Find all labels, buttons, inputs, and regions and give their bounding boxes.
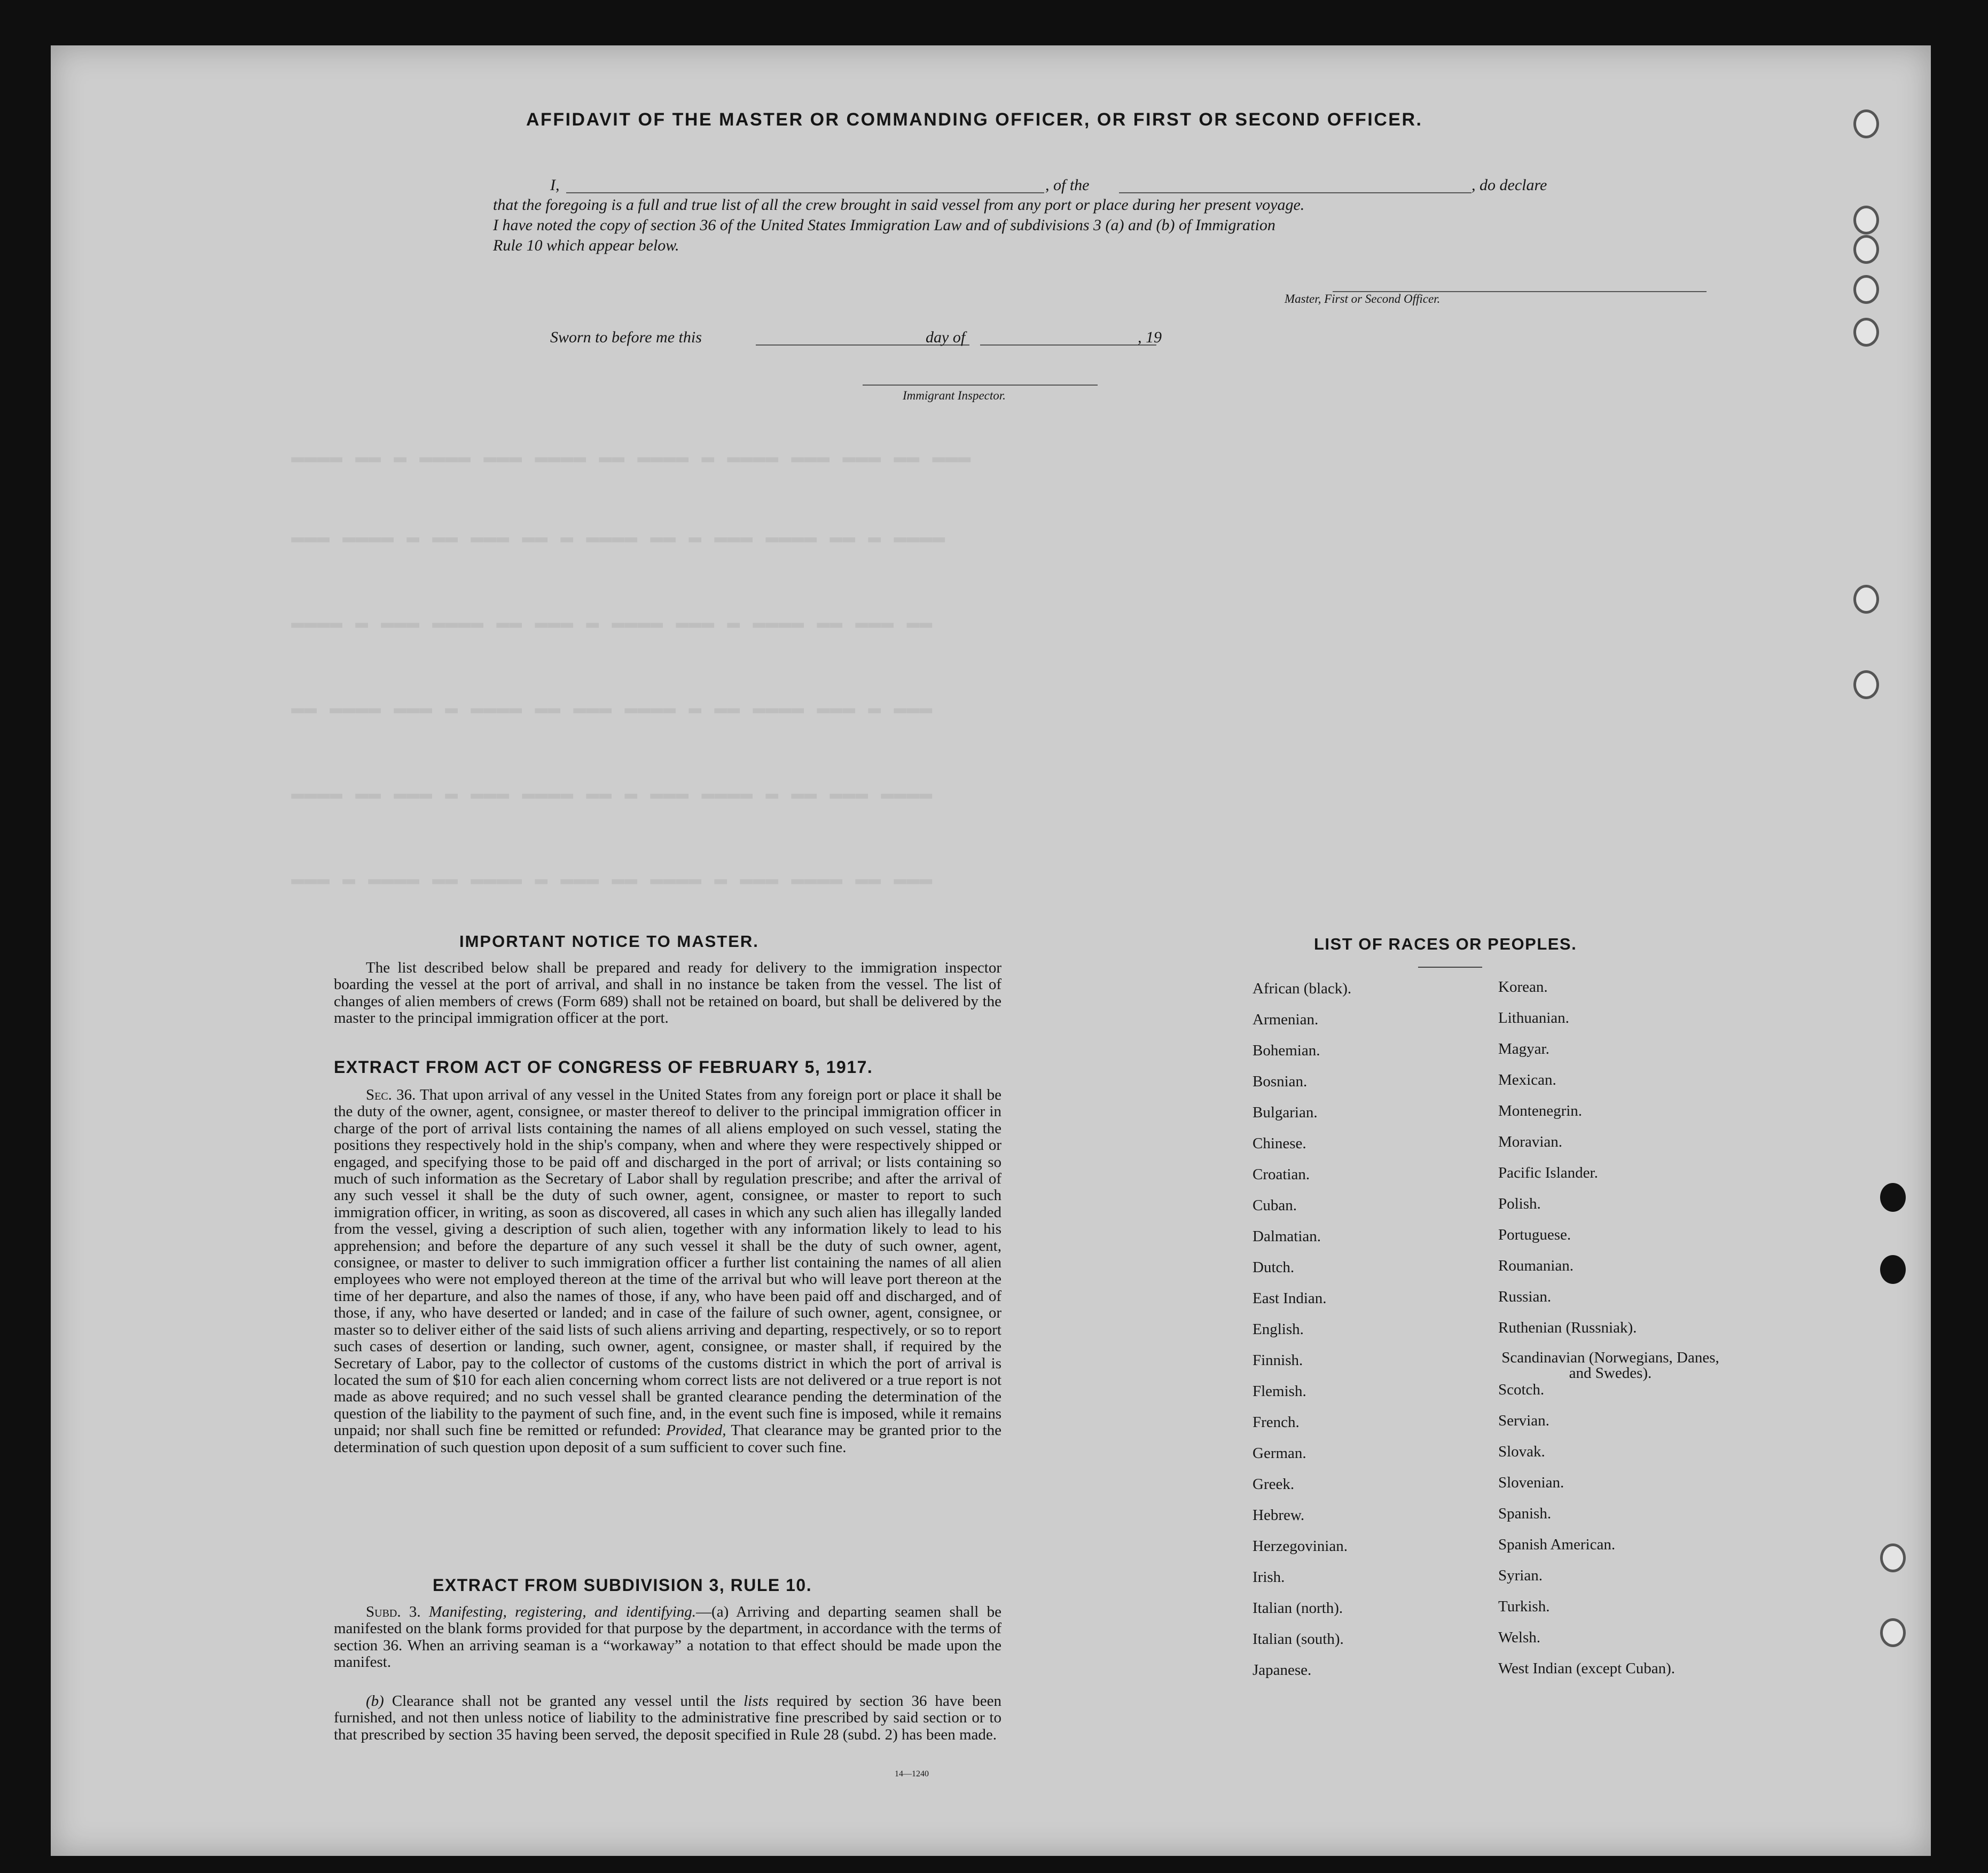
race-item: Russian. xyxy=(1498,1288,1552,1305)
race-item: French. xyxy=(1253,1414,1300,1431)
binder-hole-icon xyxy=(1880,1255,1906,1284)
notice-title: IMPORTANT NOTICE TO MASTER. xyxy=(459,932,759,951)
race-item: German. xyxy=(1253,1445,1306,1462)
rule-b-text-1: Clearance shall not be granted any vessel until the xyxy=(392,1692,736,1710)
act-text-block xyxy=(334,1087,1001,1456)
rule-a-text: —(a) Arriving and departing seamen shall be manifested on the blank forms provided for that purpose by the department, in accordance with the terms of section 36. When an arriving seaman is a “workaway” a notation to that effect should be made upon the manifest. xyxy=(334,1603,1001,1671)
affidavit-line-4: Rule 10 which appear below. xyxy=(493,237,679,254)
affidavit-line-3: I have noted the copy of section 36 of the United States Immigration Law and of subdivisions 3 (a) and (b) of Immigration xyxy=(493,216,1275,234)
binder-hole-icon xyxy=(1853,235,1879,264)
notice-text: The list described below shall be prepared and ready for delivery to the immigration inspector boarding the vessel at the port of arrival, and shall in no instance be taken from the vessel. The list of changes of alien members of crews (Form 689) shall not be retained on board, but shall be delivered by the master to the principal immigration officer at the port. xyxy=(334,959,1001,1027)
act-text: That upon arrival of any vessel in the United States from any foreign port or place it shall be the duty of the owner, agent, consignee, or master thereof to deliver to the principal immigration officer in charge of the port of arrival lists containing the names of all aliens employed on such vessel, stating the positions they respectively hold in the ship's company, when and where they were respectively shipped or engaged, and specifying those to be paid off and discharged in the port of arrival; or lists containing so much of such information as the Secretary of Labor shall by regulation prescribe; and after the arrival of any such vessel it shall be the duty of such owner, agent, consignee, or master to report to such immigration officer, in writing, as soon as discovered, all cases in which any such alien has illegally landed from the vessel, giving a description of such alien, together with any information likely to lead to his apprehension; and before the departure of any such vessel it shall be the duty of such owner, agent, consignee, or master to deliver to such immigration officer a further list containing the names of all alien employees who were not employed thereon at the time of the arrival but who will leave port thereon at the time of her departure, and also the names of those, if any, who have been paid off and discharged, and of those, if any, who have deserted or landed; and in case of the failure of such owner, agent, consignee, or master so to deliver either of the said lists of such aliens arriving and departing, respectively, or so to report such cases of desertion or landing, such owner, agent, consignee, or master shall, if required by the Secretary of Labor, pay to the collector of customs of the customs district in which the port of arrival is located the sum of $10 for each alien concerning whom correct lists are not delivered or a true report is not made as above required; and no such vessel shall be granted clearance pending the determination of the question of the liability to the payment of such fine, and, in the event such fine is imposed, while it remains unpaid; nor shall such fine be remitted or refunded: xyxy=(334,1086,1001,1439)
race-item: Korean. xyxy=(1498,978,1548,996)
race-item: Mexican. xyxy=(1498,1071,1556,1088)
race-item: Hebrew. xyxy=(1253,1507,1305,1524)
rule-title: EXTRACT FROM SUBDIVISION 3, RULE 10. xyxy=(433,1576,812,1595)
document-page: ▬▬▬▬ ▬▬ ▬ ▬▬▬▬ ▬▬▬ ▬▬▬▬ ▬▬ ▬▬▬▬ ▬ ▬▬▬▬ ▬▬▬ ▬▬▬ ▬▬ ▬▬▬ ▬▬▬ ▬▬▬▬ ▬ ▬▬ ▬▬▬ ▬▬ ▬ ▬▬▬▬ ▬▬ ▬ ▬▬▬ ▬▬▬▬ ▬▬ ▬ ▬▬▬▬ ▬▬▬▬ ▬ ▬▬▬ ▬▬▬▬ ▬▬ ▬▬▬ ▬ ▬▬▬▬ ▬▬▬ ▬ ▬▬▬▬ ▬▬ ▬▬▬ ▬▬ ▬▬ ▬▬▬▬ ▬▬▬ ▬ ▬▬▬▬ ▬▬ ▬▬▬ ▬▬▬▬ ▬ ▬▬ ▬▬▬▬ ▬▬▬ ▬ ▬▬▬ ▬▬▬▬ ▬▬ ▬▬▬ ▬ ▬▬▬ ▬▬▬▬ ▬▬ ▬ ▬▬▬ ▬▬▬▬ ▬ ▬▬ ▬▬▬ ▬▬▬▬ ▬▬▬ ▬ ▬▬▬▬ ▬▬ ▬▬▬▬ ▬ ▬▬▬ ▬▬ ▬▬▬▬ ▬ ▬▬▬ ▬▬▬▬ ▬▬ ▬▬▬ AFFIDAVIT OF THE MASTER OR COMMANDING OFFICER, OR FIRST OR SECOND OFFICER. I, , of the , do declare that the foregoing is a full and true list of all the crew brought in said vessel from any port or place during her present voyage. I have noted the copy of section 36 of the United States Immigration Law and of subdivisions 3 (a) and (b) of Immigration Rule 10 which appear below. Master, First or Second Officer. Sworn to before me this day of , 19 Immigrant Inspector. IMPORTANT NOTICE TO MASTER. The list described below shall be prepared and ready for delivery to the immigration inspector boarding the vessel at the port of arrival, and shall in no instance be taken from the vessel. The list of changes of alien members of crews (Form 689) shall not be retained on board, but shall be delivered by the master to the principal immigration officer at the port. EXTRACT FROM ACT OF CONGRESS OF FEBRUARY 5, 1917. Sec. 36. That upon arrival of any vessel in the United States from any foreign port or place it shall be the duty of the owner, agent, consignee, or master thereof to deliver to the principal immigration officer in charge of the port of arrival lists containing the names of all aliens employed on such vessel, stating the positions they respectively hold in the ship's company, when and where they were respectively shipped or engaged, and specifying those to be paid off and discharged in the port of arrival; or lists containing so much of such information as the Secretary of Labor shall by regulation prescribe; and after the arrival of any such vessel it shall be the duty of such owner, agent, consignee, or master to report to such immigration officer, in writing, as soon as discovered, all cases in which any such alien has illegally landed from the vessel, giving a description of such alien, together with any information likely to lead to his apprehension; and before the departure of any such vessel it shall be the duty of such owner, agent, consignee, or master to deliver to such immigration officer a further list containing the names of all alien employees who were not employed thereon at the time of the arrival but who will leave port thereon at the time of her departure, and also the names of those, if any, who have been paid off and discharged, and of those, if any, who have deserted or landed; and in case of the failure of such owner, agent, consignee, or master so to deliver either of the said lists of such aliens arriving and departing, respectively, or so to report such cases of desertion or landing, such owner, agent, consignee, or master shall, if required by the Secretary of Labor, pay to the collector of customs of the customs district in which the port of arrival is located the sum of $10 for each alien concerning whom correct lists are not delivered or a true report is not made as above required; and no such vessel shall be granted clearance pending the determination of the question of the liability to the payment of such fine, and, in the event such fine is imposed, while it remains unpaid; nor shall such fine be remitted or refunded: Provided, That clearance may be granted prior to the determination of such question upon deposit of a sum sufficient to cover such fine. EXTRACT FROM SUBDIVISION 3, RULE 10. Subd. 3. Manifesting, registering, and identifying.—(a) Arriving and departing seamen shall be manifested on the blank forms provided for that purpose by the department, in accordance with the terms of section 36. When an arriving seaman is a “workaway” a notation to that effect should be made upon the manifest. (b) Clearance shall not be granted any vessel until the lists required by section 36 have been furnished, and not then unless notice of liability to the administrative fine prescribed by said section or to that prescribed by section 35 having been served, the deposit specified in Rule 28 (subd. 2) has been made. 14—1240 LIST OF RACES OR PEOPLES. African (black). Armenian. Bohemian. Bosnian. Bulgarian. Chinese. Croatian. Cuban. Dalmatian. Dutch. East Indian. English. Finnish. Flemish. French. German. Greek. Hebrew. Herzegovinian. Irish. Italian (north). Italian (south). Japanese. Korean. Lithuanian. Magyar. Mexican. Montenegrin. Moravian. Pacific Islander. Polish. Portuguese. Roumanian. Russian. Ruthenian (Russniak). Scandinavian (Norwegians, Danes, and Swedes). Scotch. Servian. Slovak. Slovenian. Spanish. Spanish American. Syrian. Turkish. Welsh. West Indian (except Cuban). xyxy=(51,45,1931,1856)
race-item: Finnish. xyxy=(1253,1352,1303,1369)
race-item: Welsh. xyxy=(1498,1629,1541,1646)
race-item: Armenian. xyxy=(1253,1011,1319,1028)
race-item: Japanese. xyxy=(1253,1662,1312,1679)
race-item: Bohemian. xyxy=(1253,1042,1320,1059)
race-item: Greek. xyxy=(1253,1476,1295,1493)
rule-text-a xyxy=(334,1604,1001,1671)
race-item: Magyar. xyxy=(1498,1040,1549,1057)
race-item: Roumanian. xyxy=(1498,1257,1574,1274)
race-item: Dalmatian. xyxy=(1253,1228,1321,1245)
race-item: Lithuanian. xyxy=(1498,1009,1569,1026)
year-label: , 19 xyxy=(1138,328,1162,346)
day-of-label: day of xyxy=(926,328,966,346)
affidavit-i-label: I, xyxy=(550,176,560,194)
race-item: Polish. xyxy=(1498,1195,1541,1212)
affidavit-vessel-blank xyxy=(1119,192,1472,193)
affidavit-do-declare: , do declare xyxy=(1472,176,1547,194)
race-item: Moravian. xyxy=(1498,1133,1562,1150)
affidavit-line-2: that the foregoing is a full and true list of all the crew brought in said vessel from any port or place during her present voyage. xyxy=(493,196,1305,214)
race-item: Scotch. xyxy=(1498,1381,1545,1398)
affidavit-of-the: , of the xyxy=(1045,176,1090,194)
rule-subd-label: Subd. 3. xyxy=(366,1603,421,1620)
act-provided: Provided, xyxy=(666,1422,726,1439)
race-item: East Indian. xyxy=(1253,1290,1327,1307)
binder-hole-icon xyxy=(1853,670,1879,699)
race-item: Chinese. xyxy=(1253,1135,1306,1152)
races-title: LIST OF RACES OR PEOPLES. xyxy=(1314,935,1577,953)
race-item: English. xyxy=(1253,1321,1304,1338)
race-item: Pacific Islander. xyxy=(1498,1164,1598,1181)
race-item: Ruthenian (Russniak). xyxy=(1498,1319,1637,1336)
affidavit-name-blank xyxy=(566,192,1044,193)
race-item: Bulgarian. xyxy=(1253,1104,1318,1121)
race-item: Italian (north). xyxy=(1253,1600,1343,1617)
rule-b-label: (b) xyxy=(366,1692,384,1710)
sworn-label: Sworn to before me this xyxy=(550,328,702,346)
race-item: West Indian (except Cuban). xyxy=(1498,1660,1676,1677)
race-item: Servian. xyxy=(1498,1412,1549,1429)
rule-b-lists: lists xyxy=(743,1692,769,1710)
race-item: Montenegrin. xyxy=(1498,1102,1583,1119)
binder-hole-icon xyxy=(1880,1618,1906,1647)
binder-hole-icon xyxy=(1853,206,1879,234)
binder-hole-icon xyxy=(1853,109,1879,138)
act-sec-label: Sec. 36. xyxy=(366,1086,416,1103)
rule-subd-heading: Manifesting, registering, and identifying. xyxy=(429,1603,696,1620)
race-item: Turkish. xyxy=(1498,1598,1550,1615)
binder-hole-icon xyxy=(1853,318,1879,347)
race-item: Herzegovinian. xyxy=(1253,1538,1348,1555)
binder-hole-icon xyxy=(1853,585,1879,614)
binder-hole-icon xyxy=(1880,1543,1906,1572)
races-left-column xyxy=(1253,980,1351,1692)
races-right-column xyxy=(1498,978,1723,1691)
race-item: African (black). xyxy=(1253,980,1352,997)
act-title: EXTRACT FROM ACT OF CONGRESS OF FEBRUARY 5, 1917. xyxy=(334,1057,873,1077)
affidavit-title: AFFIDAVIT OF THE MASTER OR COMMANDING OFFICER, OR FIRST OR SECOND OFFICER. xyxy=(526,109,1423,130)
race-item: Portuguese. xyxy=(1498,1226,1571,1243)
binder-hole-icon xyxy=(1853,275,1879,304)
race-item: Spanish American. xyxy=(1498,1536,1616,1553)
race-item: Dutch. xyxy=(1253,1259,1295,1276)
form-number: 14—1240 xyxy=(895,1769,929,1778)
inspector-signature-line xyxy=(863,385,1098,386)
rule-b-text-2: required by section 36 have been furnished, and not then unless notice of liability to the administrative fine prescribed by said section or to that prescribed by section 35 having been served, the deposit specified in Rule 28 (subd. 2) has been made. xyxy=(334,1692,1001,1743)
master-signature-label: Master, First or Second Officer. xyxy=(1285,292,1441,305)
race-item: Slovenian. xyxy=(1498,1474,1564,1491)
sworn-month-blank xyxy=(980,344,1156,346)
race-item: Irish. xyxy=(1253,1569,1285,1586)
race-item: Cuban. xyxy=(1253,1197,1297,1214)
races-title-underline xyxy=(1418,967,1482,968)
race-item: Syrian. xyxy=(1498,1567,1543,1584)
race-item: Slovak. xyxy=(1498,1443,1545,1460)
race-item: Spanish. xyxy=(1498,1505,1552,1522)
act-text-end: That clearance may be granted prior to the determination of such question upon deposit of a sum sufficient to cover such fine. xyxy=(334,1422,1002,1456)
race-item: Scandinavian (Norwegians, Danes, and Swedes). xyxy=(1501,1349,1719,1382)
race-item: Croatian. xyxy=(1253,1166,1310,1183)
race-item: Italian (south). xyxy=(1253,1631,1344,1648)
race-item: Flemish. xyxy=(1253,1383,1306,1400)
rule-text-b xyxy=(334,1693,1001,1743)
inspector-label: Immigrant Inspector. xyxy=(903,389,1006,402)
race-item: Bosnian. xyxy=(1253,1073,1308,1090)
binder-hole-icon xyxy=(1880,1183,1906,1212)
